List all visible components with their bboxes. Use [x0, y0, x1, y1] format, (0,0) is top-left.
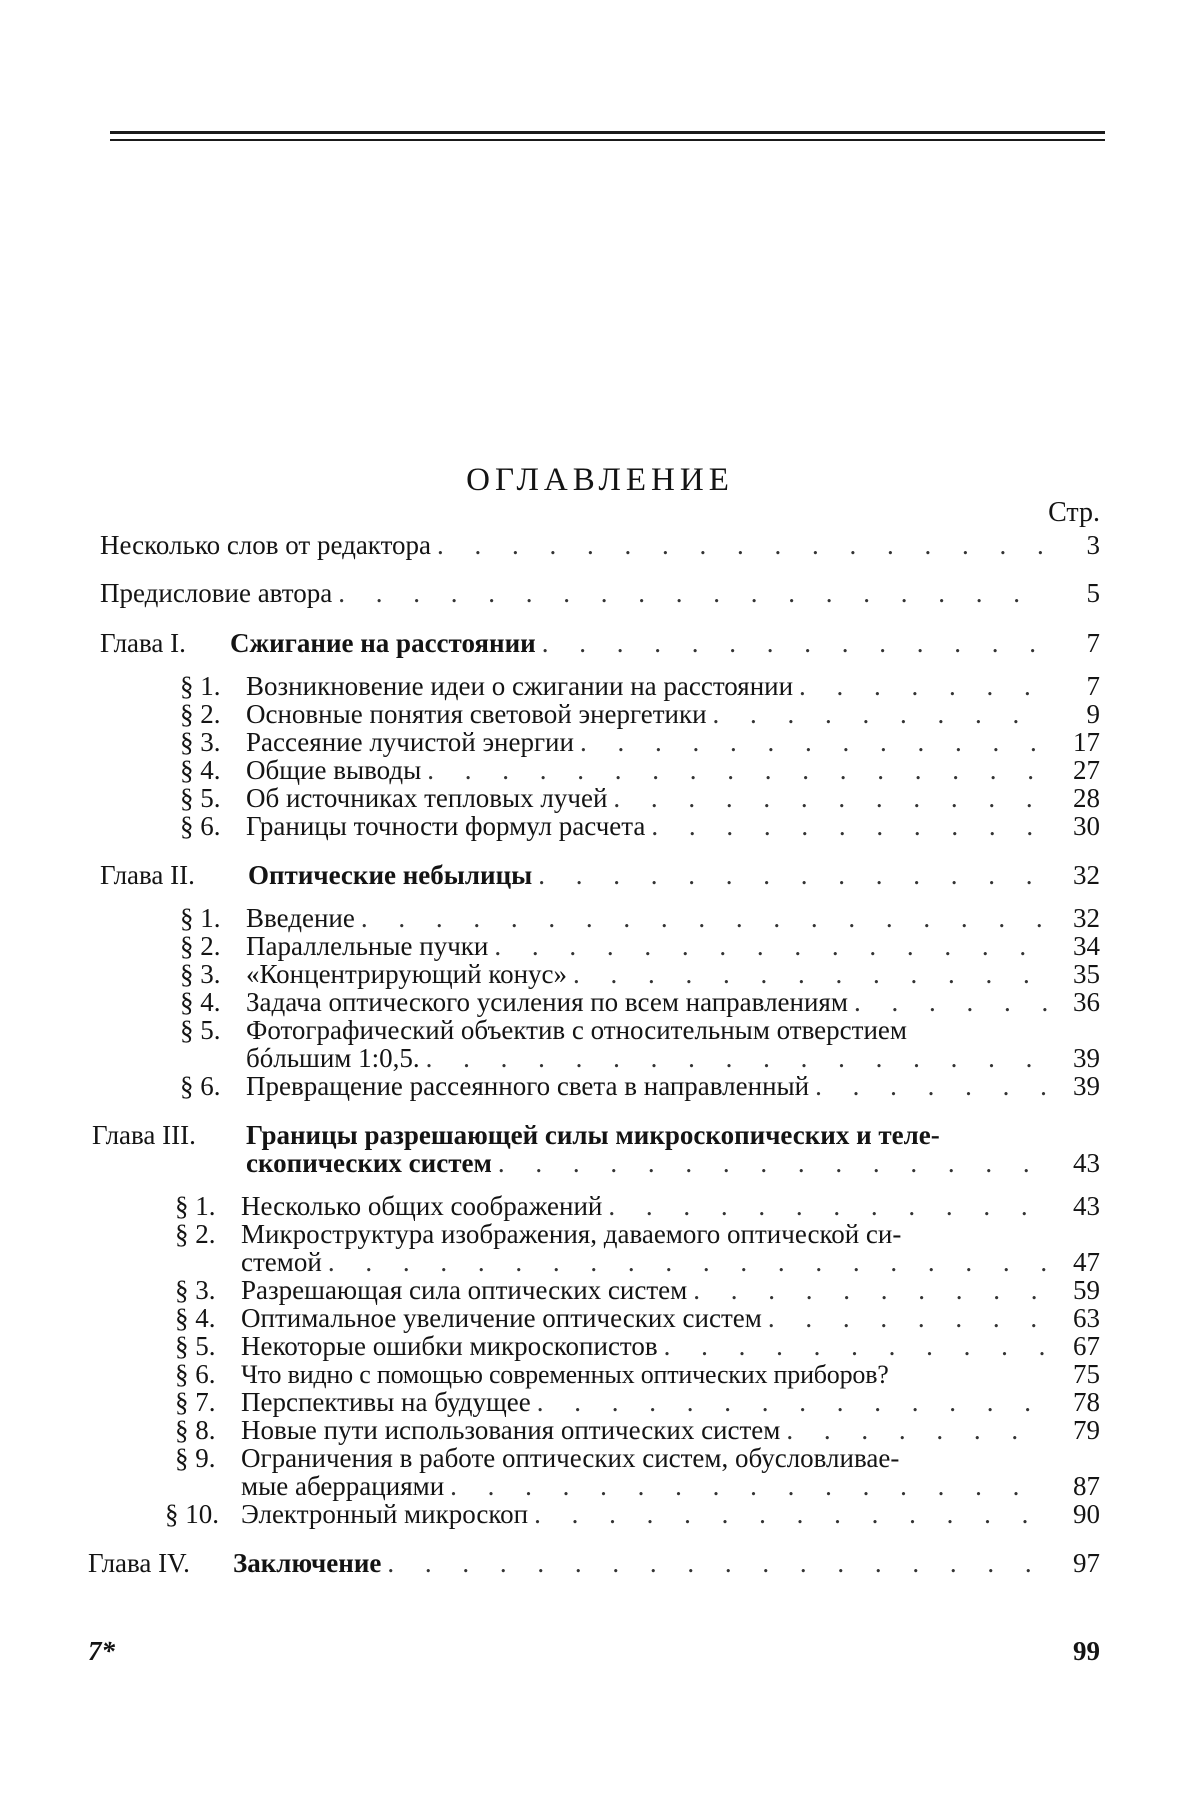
- leader-dots: [498, 1148, 1050, 1178]
- toc-entry-page: 47: [1073, 1247, 1100, 1277]
- toc-entry-label: Предисловие автора: [100, 578, 333, 608]
- leader-dots: [573, 959, 1050, 989]
- section-prefix: § 3.: [175, 1275, 216, 1305]
- section-prefix: § 3.: [180, 727, 221, 757]
- leader-dots: [580, 727, 1050, 757]
- section-title: Параллельные пучки: [246, 931, 489, 961]
- chapter-prefix: Глава II.: [100, 860, 195, 890]
- leader-dots: [651, 811, 1050, 841]
- toc-entry-label: Несколько слов от редактора: [100, 530, 432, 560]
- toc-section: [175, 1415, 1100, 1445]
- signature-mark: 7*: [88, 1636, 115, 1666]
- chapter-title: Сжигание на расстоянии: [230, 628, 536, 658]
- toc-section: [180, 987, 1100, 1017]
- section-title: «Концентрирующий конус»: [246, 959, 568, 989]
- toc-entry-page: 43: [1073, 1148, 1100, 1178]
- section-prefix: § 3.: [180, 959, 221, 989]
- leader-dots: [537, 1387, 1050, 1417]
- leader-dots: [426, 1043, 1050, 1073]
- toc-section-continuation: [241, 1247, 1100, 1277]
- chapter-prefix: Глава IV.: [88, 1548, 190, 1578]
- leader-dots: [693, 1275, 1050, 1305]
- leader-dots: [664, 1331, 1050, 1361]
- toc-entry-page: 30: [1073, 811, 1100, 841]
- section-title: Рассеяние лучистой энергии: [246, 727, 574, 757]
- chapter-title: Оптические небылицы: [248, 860, 533, 890]
- toc-section: [175, 1387, 1100, 1417]
- section-title: Введение: [246, 903, 355, 933]
- section-title: Общие выводы: [246, 755, 422, 785]
- toc-entry-page: 90: [1073, 1499, 1100, 1529]
- toc-section: [175, 1359, 1100, 1389]
- toc-chapter-continuation: [246, 1148, 1100, 1178]
- toc-entry-page: 63: [1073, 1303, 1100, 1333]
- chapter-prefix: Глава I.: [100, 628, 186, 658]
- leader-dots: [437, 530, 1050, 560]
- leader-dots: [608, 1191, 1050, 1221]
- section-title: Превращение рассеянного света в направленный: [246, 1071, 810, 1101]
- toc-entry-page: 67: [1073, 1331, 1100, 1361]
- section-title: Разрешающая сила оптических систем: [241, 1275, 688, 1305]
- toc-entry-page: 27: [1073, 755, 1100, 785]
- section-prefix: § 6.: [180, 811, 221, 841]
- leader-dots: [815, 1071, 1050, 1101]
- section-prefix: § 1.: [180, 903, 221, 933]
- section-prefix: § 5.: [175, 1331, 216, 1361]
- top-rule-thin: [110, 139, 1105, 141]
- chapter-title: Границы разрешающей силы микроскопических и теле-: [246, 1120, 940, 1150]
- section-title-continuation: мые аберрациями: [241, 1471, 445, 1501]
- toc-entry-page: 17: [1073, 727, 1100, 757]
- section-title: Об источниках тепловых лучей: [246, 783, 608, 813]
- section-prefix: § 6.: [175, 1359, 216, 1389]
- toc-entry-page: 7: [1086, 628, 1100, 658]
- section-title: Микроструктура изображения, даваемого оптической си-: [241, 1219, 902, 1249]
- page-title: ОГЛАВЛЕНИЕ: [466, 462, 734, 498]
- section-title: Границы точности формул расчета: [246, 811, 646, 841]
- section-title: Фотографический объектив с относительным отверстием: [246, 1015, 907, 1045]
- section-prefix: § 2.: [180, 699, 221, 729]
- toc-entry-page: 79: [1073, 1415, 1100, 1445]
- section-title: Возникновение идеи о сжигании на расстоянии: [246, 671, 794, 701]
- toc-entry-page: 5: [1086, 578, 1100, 608]
- toc-section: [180, 727, 1100, 757]
- section-prefix: § 2.: [175, 1219, 216, 1249]
- toc-entry-page: 87: [1073, 1471, 1100, 1501]
- section-prefix: § 4.: [175, 1303, 216, 1333]
- toc-entry-page: 32: [1073, 860, 1100, 890]
- toc-entry-page: 32: [1073, 903, 1100, 933]
- toc-entry: [100, 530, 1100, 560]
- section-title-continuation: стемой: [241, 1247, 322, 1277]
- section-title: Оптимальное увеличение оптических систем: [241, 1303, 762, 1333]
- section-prefix: § 1.: [180, 671, 221, 701]
- toc-section: [175, 1331, 1100, 1361]
- toc-section: [165, 1499, 1100, 1529]
- section-title-continuation: бóльшим 1:0,5.: [246, 1043, 420, 1073]
- leader-dots: [361, 903, 1050, 933]
- section-title: Перспективы на будущее: [241, 1387, 531, 1417]
- leader-dots: [542, 628, 1050, 658]
- toc-entry-page: 97: [1073, 1548, 1100, 1578]
- leader-dots: [538, 860, 1050, 890]
- section-title: Некоторые ошибки микроскопистов: [241, 1331, 658, 1361]
- section-prefix: § 6.: [180, 1071, 221, 1101]
- leader-dots: [328, 1247, 1050, 1277]
- toc-section-continuation: [241, 1471, 1100, 1501]
- section-title: Что видно с помощью современных оптических приборов?: [241, 1360, 889, 1389]
- toc-section: [180, 755, 1100, 785]
- section-title: Основные понятия световой энергетики: [246, 699, 707, 729]
- section-prefix: § 10.: [165, 1499, 219, 1529]
- toc-entry-page: 34: [1073, 931, 1100, 961]
- toc-entry-page: 3: [1086, 530, 1100, 560]
- toc-section: [175, 1191, 1100, 1221]
- page-number: 99: [1073, 1636, 1100, 1666]
- section-prefix: § 8.: [175, 1415, 216, 1445]
- leader-dots: [450, 1471, 1050, 1501]
- section-title: Задача оптического усиления по всем направлениям: [246, 987, 848, 1017]
- section-title: Несколько общих соображений: [241, 1191, 603, 1221]
- toc-chapter: [100, 628, 1100, 658]
- toc-entry-page: 28: [1073, 783, 1100, 813]
- leader-dots: [494, 931, 1050, 961]
- section-prefix: § 7.: [175, 1387, 216, 1417]
- section-title: Новые пути использования оптических систем: [241, 1415, 781, 1445]
- leader-dots: [427, 755, 1050, 785]
- leader-dots: [534, 1499, 1050, 1529]
- page-column-label: Стр.: [1048, 497, 1100, 528]
- toc-section: [180, 903, 1100, 933]
- section-title: Электронный микроскоп: [241, 1499, 529, 1529]
- toc-section: [180, 1071, 1100, 1101]
- toc-entry: [100, 578, 1100, 608]
- toc-entry-page: 78: [1073, 1387, 1100, 1417]
- leader-dots: [786, 1415, 1050, 1445]
- section-prefix: § 2.: [180, 931, 221, 961]
- toc-entry-page: 75: [1073, 1359, 1100, 1389]
- chapter-prefix: Глава III.: [92, 1120, 196, 1150]
- toc-entry-page: 43: [1073, 1191, 1100, 1221]
- section-prefix: § 5.: [180, 783, 221, 813]
- toc-entry-page: 9: [1086, 699, 1100, 729]
- leader-dots: [854, 987, 1050, 1017]
- toc-entry-page: 39: [1073, 1071, 1100, 1101]
- toc-section: [175, 1303, 1100, 1333]
- toc-entry-page: 35: [1073, 959, 1100, 989]
- toc-entry-page: 36: [1073, 987, 1100, 1017]
- section-title: Ограничения в работе оптических систем, обусловливае-: [241, 1443, 900, 1473]
- toc-section: [180, 699, 1100, 729]
- leader-dots: [768, 1303, 1050, 1333]
- toc-section: [175, 1275, 1100, 1305]
- leader-dots: [713, 699, 1050, 729]
- section-prefix: § 9.: [175, 1443, 216, 1473]
- toc-section: [180, 931, 1100, 961]
- toc-section: [180, 783, 1100, 813]
- section-prefix: § 1.: [175, 1191, 216, 1221]
- toc-section: [180, 811, 1100, 841]
- chapter-title: Заключение: [233, 1548, 382, 1578]
- section-prefix: § 4.: [180, 755, 221, 785]
- chapter-title-continuation: скопических систем: [246, 1148, 492, 1178]
- leader-dots: [387, 1548, 1050, 1578]
- top-rule: [110, 131, 1105, 134]
- leader-dots: [338, 578, 1050, 608]
- section-prefix: § 5.: [180, 1015, 221, 1045]
- toc-entry-page: 39: [1073, 1043, 1100, 1073]
- toc-section: [180, 671, 1100, 701]
- toc-section-continuation: [246, 1043, 1100, 1073]
- toc-chapter: [100, 860, 1100, 890]
- toc-chapter: [88, 1548, 1100, 1578]
- leader-dots: [613, 783, 1050, 813]
- toc-entry-page: 7: [1086, 671, 1100, 701]
- toc-section: [180, 959, 1100, 989]
- toc-entry-page: 59: [1073, 1275, 1100, 1305]
- section-prefix: § 4.: [180, 987, 221, 1017]
- leader-dots: [799, 671, 1050, 701]
